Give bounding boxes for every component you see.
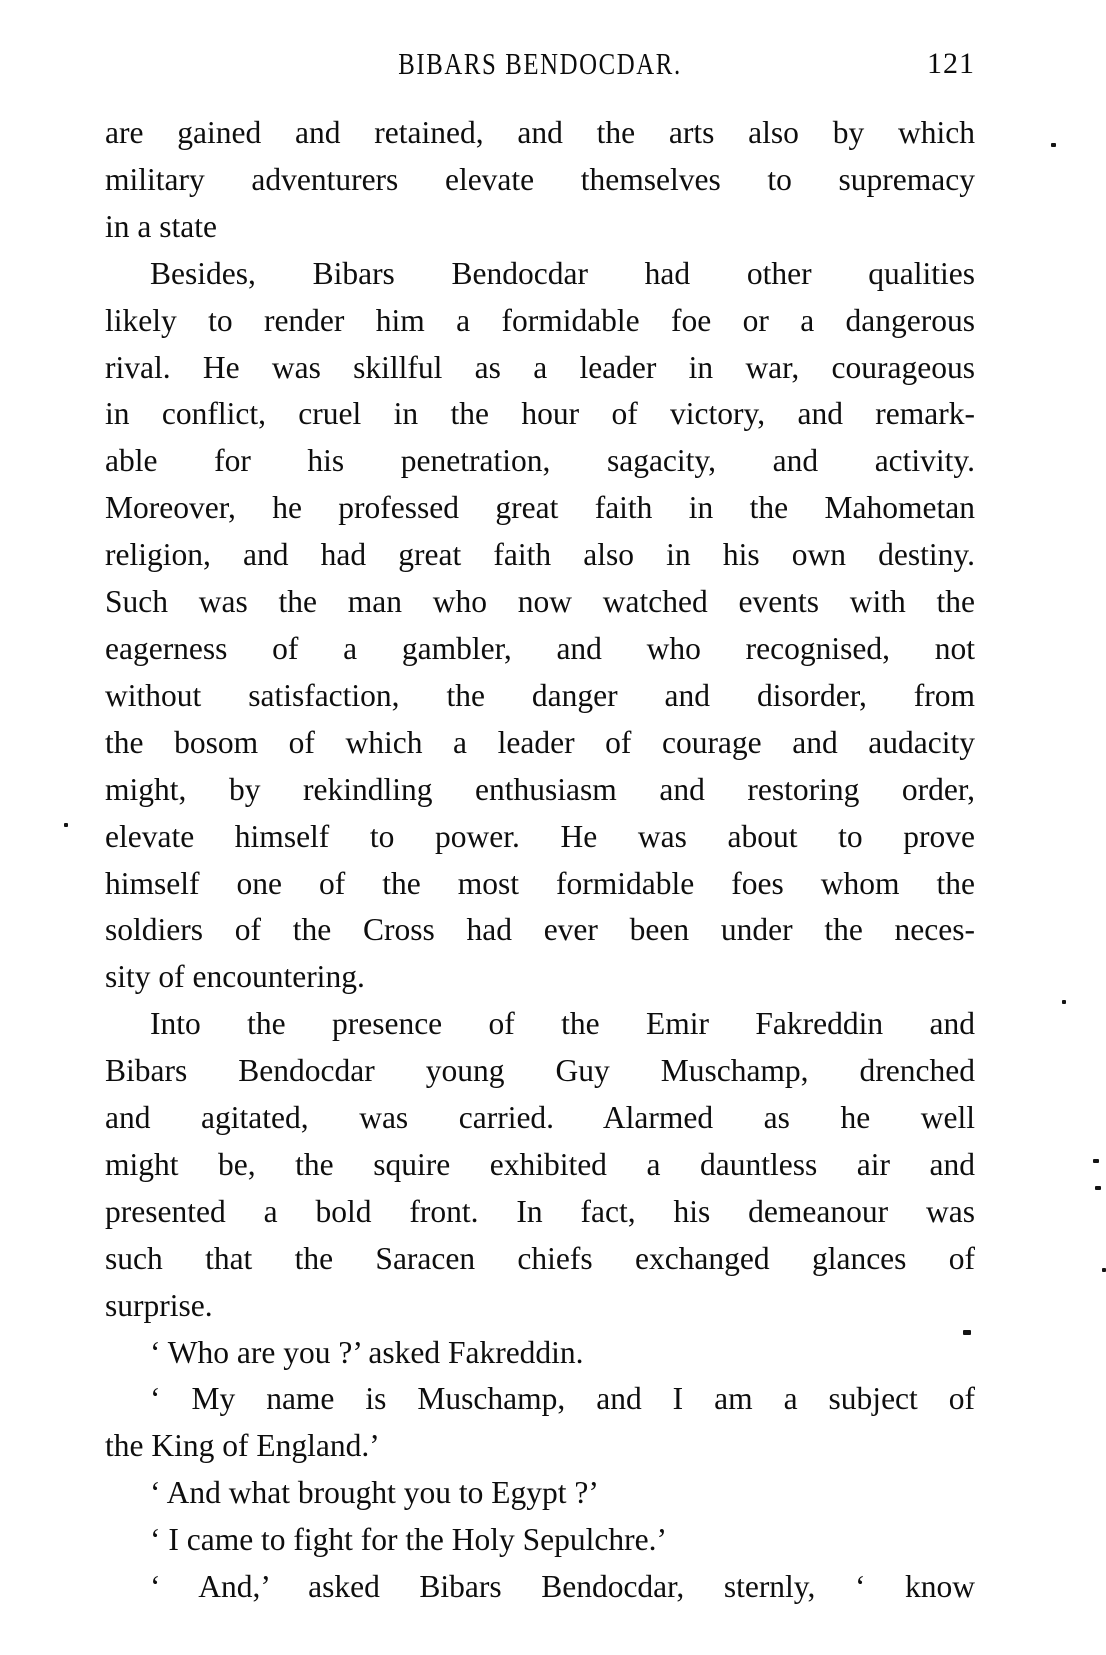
ink-speck — [1102, 1268, 1106, 1272]
text-line: the bosom of which a leader of courage and audacity — [105, 724, 975, 760]
text-line: surprise. — [105, 1287, 213, 1323]
text-line: ‘ And what brought you to Egypt ?’ — [150, 1475, 599, 1511]
text-line: rival. He was skillful as a leader in war, courageous — [105, 349, 975, 385]
text-line: ‘ I came to fight for the Holy Sepulchre.’ — [150, 1522, 667, 1558]
text-line: eagerness of a gambler, and who recognised, not — [105, 630, 975, 666]
text-line: likely to render him a formidable foe or a dangerous — [105, 302, 975, 338]
ink-speck — [1062, 1000, 1066, 1004]
text-line: religion, and had great faith also in his own destiny. — [105, 537, 975, 573]
text-line: might be, the squire exhibited a dauntless air and — [105, 1146, 975, 1182]
text-line: without satisfaction, the danger and disorder, from — [105, 677, 975, 713]
ink-speck — [1093, 1159, 1099, 1163]
text-line: the King of England.’ — [105, 1428, 380, 1464]
paragraph — [105, 1330, 975, 1377]
page-number: 121 — [927, 47, 975, 80]
text-line: in a state — [105, 208, 217, 244]
text-line: sity of encountering. — [105, 959, 365, 995]
text-line: Besides, Bibars Bendocdar had other qualities — [150, 255, 975, 291]
text-line: soldiers of the Cross had ever been under the neces- — [105, 912, 975, 948]
text-line: and agitated, was carried. Alarmed as he well — [105, 1100, 975, 1136]
text-line: elevate himself to power. He was about to prove — [105, 818, 975, 854]
text-line: Moreover, he professed great faith in the Mahometan — [105, 490, 975, 526]
paragraph — [105, 1470, 975, 1517]
paragraph — [105, 1564, 975, 1611]
paragraph — [105, 1001, 975, 1329]
text-line: are gained and retained, and the arts also by which — [105, 115, 975, 150]
text-line: ‘ And,’ asked Bibars Bendocdar, sternly, ‘ know — [150, 1569, 975, 1605]
paragraph — [105, 1517, 975, 1564]
text-line: in conflict, cruel in the hour of victory, and remark- — [105, 396, 975, 432]
text-line: himself one of the most formidable foes whom the — [105, 865, 975, 901]
paragraph — [105, 1376, 975, 1470]
text-line: ‘ My name is Muschamp, and I am a subject of — [150, 1381, 975, 1417]
ink-speck — [64, 823, 68, 827]
text-line: Bibars Bendocdar young Guy Muschamp, drenched — [105, 1053, 975, 1089]
paragraph — [105, 251, 975, 1002]
text-line: such that the Saracen chiefs exchanged glances of — [105, 1240, 975, 1276]
text-column — [105, 110, 975, 1611]
text-line: might, by rekindling enthusiasm and restoring order, — [105, 771, 975, 807]
text-line: able for his penetration, sagacity, and activity. — [105, 443, 975, 479]
text-line: presented a bold front. In fact, his demeanour was — [105, 1193, 975, 1229]
ink-speck — [1051, 143, 1056, 147]
ink-speck — [1095, 1186, 1101, 1190]
running-head-title: BIBARS BENDOCDAR. — [398, 46, 682, 81]
paragraph — [105, 110, 975, 251]
text-line: ‘ Who are you ?’ asked Fakreddin. — [150, 1334, 584, 1370]
ink-speck — [963, 1330, 971, 1335]
text-line: Such was the man who now watched events with the — [105, 584, 975, 620]
running-head — [105, 46, 975, 82]
text-line: military adventurers elevate themselves to supremacy — [105, 161, 975, 197]
text-line: Into the presence of the Emir Fakreddin and — [150, 1006, 975, 1042]
